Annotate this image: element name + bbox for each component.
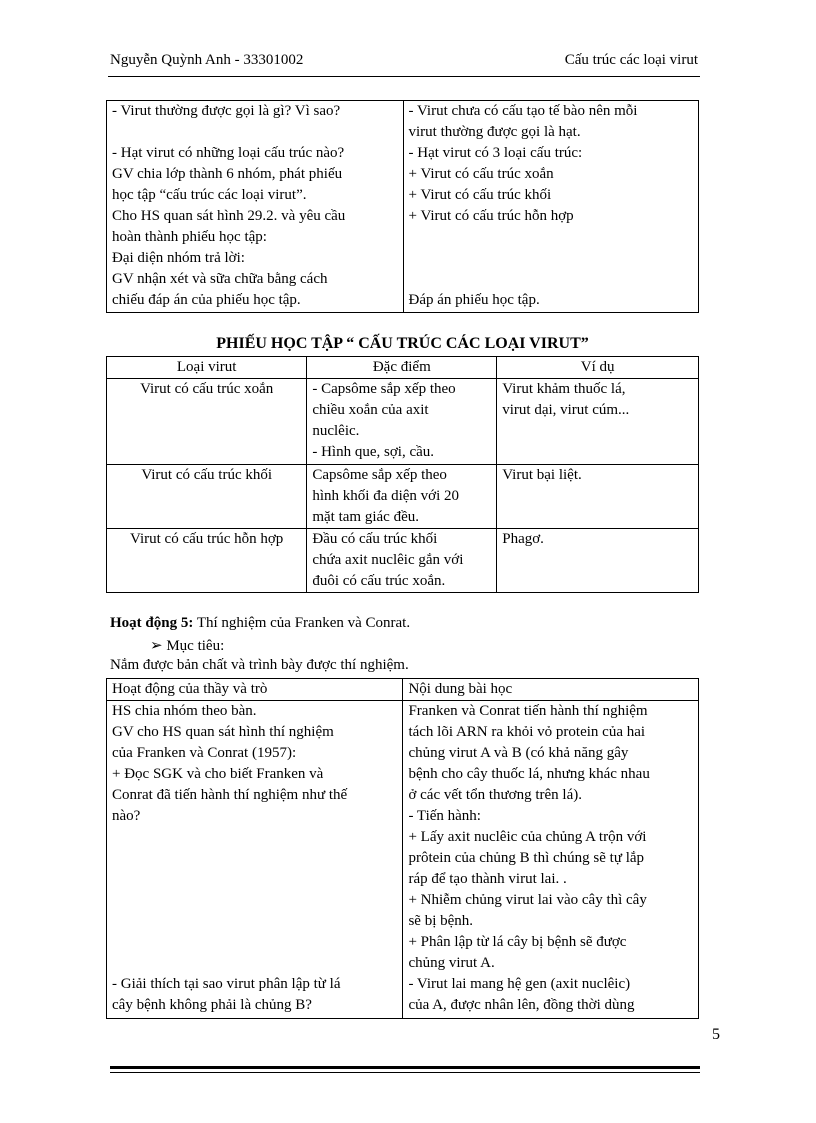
text-line: - Capsôme sắp xếp theo	[312, 381, 456, 397]
text-line: - Giải thích tại sao virut phân lập từ lá	[112, 976, 341, 992]
page-header	[110, 52, 698, 76]
virus-features-cell	[307, 465, 497, 529]
text-line: đuôi có cấu trúc xoắn.	[312, 573, 446, 589]
virus-features-cell	[307, 529, 497, 593]
text-line: - Hạt virut có những loại cấu trúc nào?	[112, 145, 345, 161]
text-line: chủng virut A và B (có khả năng gây	[408, 745, 629, 761]
text-line: Virut khảm thuốc lá,	[502, 381, 626, 397]
text-line: + Virut có cấu trúc khối	[408, 187, 552, 203]
teacher-activity-cell	[107, 701, 403, 1019]
text-line: + Virut có cấu trúc xoắn	[408, 166, 554, 182]
worksheet-table	[106, 356, 699, 593]
text-line	[112, 911, 397, 932]
text-line: - Virut chưa có cấu tạo tế bào nên mỗi	[408, 103, 638, 119]
text-line: prôtein của chủng B thì chúng sẽ tự lắp	[408, 850, 645, 866]
text-line: của Franken và Conrat (1957):	[112, 745, 297, 761]
text-line: hoàn thành phiếu học tập:	[112, 229, 267, 245]
text-line: GV chia lớp thành 6 nhóm, phát phiếu	[112, 166, 343, 182]
text-line: + Virut có cấu trúc hỗn hợp	[408, 208, 574, 224]
worksheet-header-row	[107, 357, 699, 379]
lesson-table-2	[106, 678, 699, 1019]
lesson-content-cell	[403, 701, 699, 1019]
text-line: virut dại, virut cúm...	[502, 402, 630, 418]
text-line: - Tiến hành:	[408, 808, 481, 824]
text-line: Cho HS quan sát hình 29.2. và yêu cầu	[112, 208, 346, 224]
footer-rule-thin	[110, 1072, 700, 1073]
header-author: Nguyễn Quỳnh Anh - 33301002	[110, 52, 304, 68]
activity-5-heading	[110, 615, 410, 632]
text-line: bệnh cho cây thuốc lá, nhưng khác nhau	[408, 766, 650, 782]
text-line	[112, 932, 397, 953]
text-line	[112, 827, 397, 848]
virus-examples-cell	[497, 379, 699, 465]
table-row	[107, 529, 699, 593]
text-line: - Virut thường được gọi là gì? Vì sao?	[112, 103, 341, 119]
text-line: mặt tam giác đều.	[312, 509, 419, 525]
text-line	[112, 848, 397, 869]
virus-features-cell	[307, 379, 497, 465]
col-header-examples: Ví dụ	[497, 357, 699, 379]
text-line: - Hình que, sợi, cầu.	[312, 444, 435, 460]
text-line	[112, 122, 398, 143]
objective-bullet	[150, 636, 224, 655]
virus-type-cell: Virut có cấu trúc hỗn hợp	[107, 529, 307, 593]
text-line: HS chia nhóm theo bàn.	[112, 703, 257, 719]
table-row	[107, 379, 699, 465]
text-line	[409, 227, 694, 248]
text-line: Đại diện nhóm trả lời:	[112, 250, 245, 266]
text-line: Virut bại liệt.	[502, 467, 582, 483]
worksheet-title: PHIẾU HỌC TẬP “ CẤU TRÚC CÁC LOẠI VIRUT”	[216, 335, 589, 352]
text-line: + Phân lập từ lá cây bị bệnh sẽ được	[408, 934, 627, 950]
text-line: Phagơ.	[502, 531, 544, 547]
header-rule	[108, 76, 700, 77]
text-line: nào?	[112, 808, 141, 824]
text-line: của A, được nhân lên, đồng thời dùng	[408, 997, 635, 1013]
text-line: virut thường được gọi là hạt.	[408, 124, 581, 140]
objective-label: Mục tiêu:	[166, 638, 225, 654]
col-header-content: Nội dung bài học	[403, 679, 699, 701]
activity-5-label: Hoạt động 5:	[110, 615, 194, 631]
col-header-features: Đặc điểm	[307, 357, 497, 379]
text-line: Đáp án phiếu học tập.	[408, 292, 540, 308]
text-line: GV cho HS quan sát hình thí nghiệm	[112, 724, 334, 740]
virus-examples-cell	[497, 529, 699, 593]
virus-type-cell: Virut có cấu trúc khối	[107, 465, 307, 529]
text-line: Capsôme sắp xếp theo	[312, 467, 447, 483]
text-line: - Hạt virut có 3 loại cấu trúc:	[408, 145, 583, 161]
objective-text: Nắm được bản chất và trình bày được thí nghiệm.	[110, 657, 409, 673]
footer-rule-thick	[110, 1066, 700, 1069]
text-line: Franken và Conrat tiến hành thí nghiệm	[408, 703, 648, 719]
lesson-table-1	[106, 100, 699, 313]
text-line: - Virut lai mang hệ gen (axit nuclêic)	[408, 976, 631, 992]
text-line	[409, 269, 694, 290]
virus-type-cell: Virut có cấu trúc xoắn	[107, 379, 307, 465]
text-line: Conrat đã tiến hành thí nghiệm như thế	[112, 787, 348, 803]
virus-examples-cell	[497, 465, 699, 529]
lesson-content-cell	[403, 101, 699, 313]
text-line: ráp để tạo thành virut lai. .	[408, 871, 567, 887]
text-line: nuclêic.	[312, 423, 360, 439]
text-line: cây bệnh không phải là chủng B?	[112, 997, 312, 1013]
text-line: học tập “cấu trúc các loại virut”.	[112, 187, 307, 203]
text-line	[112, 890, 397, 911]
text-line	[112, 953, 397, 974]
text-line: ở các vết tổn thương trên lá).	[408, 787, 582, 803]
header-title: Cấu trúc các loại virut	[564, 52, 698, 68]
table-row	[107, 465, 699, 529]
page-number: 5	[712, 1026, 720, 1043]
col-header-activity: Hoạt động của thầy và trò	[107, 679, 403, 701]
text-line: tách lõi ARN ra khỏi vỏ protein của hai	[408, 724, 646, 740]
table-row	[107, 101, 699, 313]
col-header-type: Loại virut	[107, 357, 307, 379]
text-line: chứa axit nuclêic gắn với	[312, 552, 464, 568]
text-line: chủng virut A.	[408, 955, 495, 971]
text-line: + Đọc SGK và cho biết Franken và	[112, 766, 324, 782]
text-line: Đầu có cấu trúc khối	[312, 531, 438, 547]
text-line: chiều xoắn của axit	[312, 402, 429, 418]
activity-5-title: Thí nghiệm của Franken và Conrat.	[193, 615, 411, 631]
text-line	[112, 869, 397, 890]
lesson-header-row	[107, 679, 699, 701]
text-line: sẽ bị bệnh.	[408, 913, 474, 929]
arrow-bullet-icon: ➢	[150, 638, 163, 654]
table-row	[107, 701, 699, 1019]
text-line: chiếu đáp án của phiếu học tập.	[112, 292, 301, 308]
teacher-activity-cell	[107, 101, 404, 313]
text-line: GV nhận xét và sữa chữa bằng cách	[112, 271, 328, 287]
text-line	[409, 248, 694, 269]
text-line: hình khối đa diện với 20	[312, 488, 460, 504]
text-line: + Nhiễm chủng virut lai vào cây thì cây	[408, 892, 647, 908]
text-line: + Lấy axit nuclêic của chủng A trộn với	[408, 829, 647, 845]
